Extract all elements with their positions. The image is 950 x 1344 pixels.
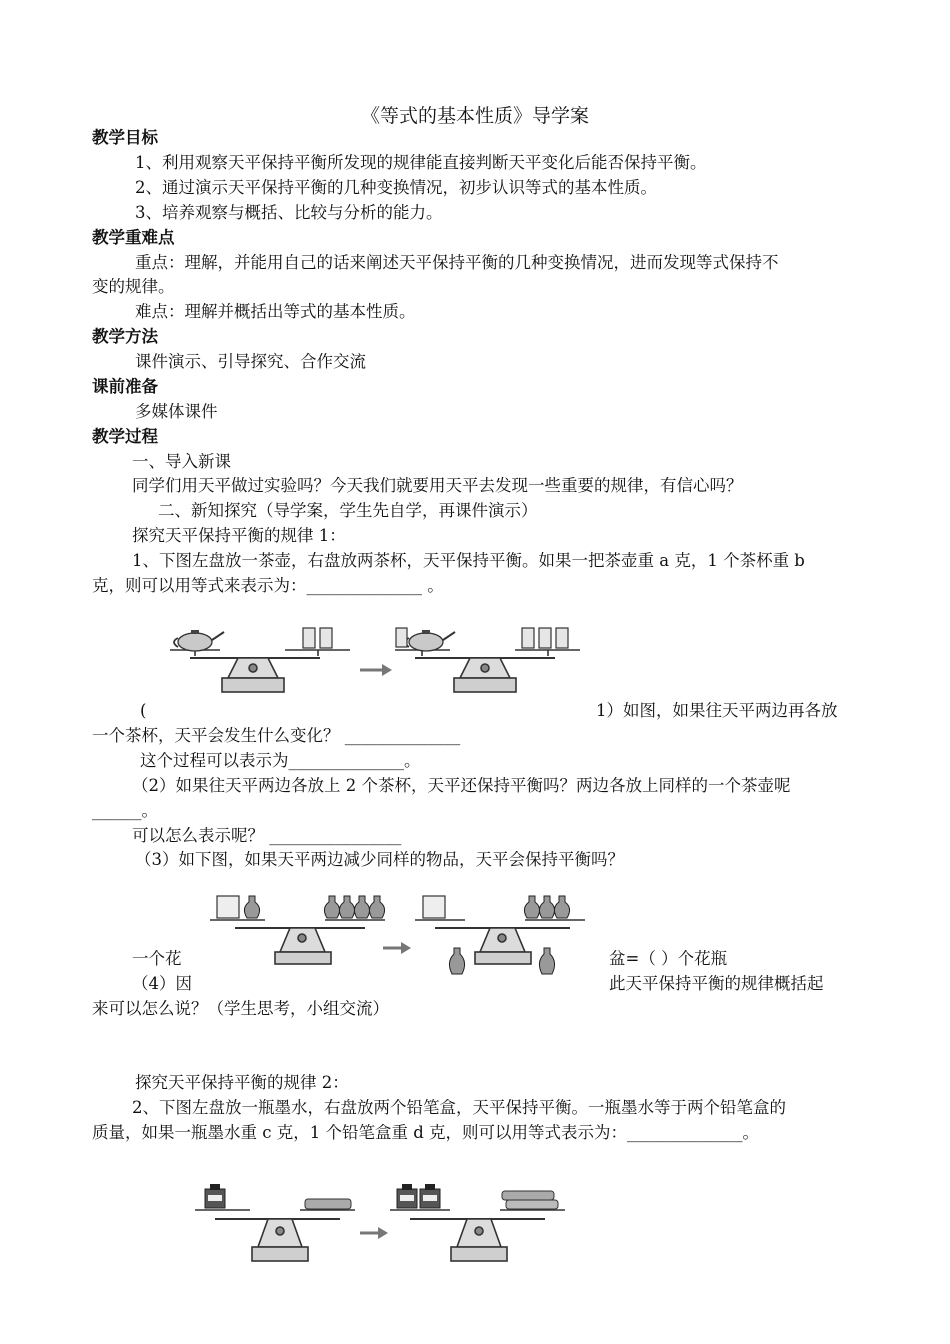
q1-1-line-2: 一个茶杯，天平会发生什么变化？ ______________ — [92, 726, 461, 745]
q1-2-line-1: （2）如果往天平两边各放上 2 个茶杯，天平还保持平衡吗？两边各放上同样的一个茶壶呢 — [132, 776, 791, 795]
balance-scale-right — [415, 920, 585, 964]
intro-text: 同学们用天平做过实验吗？今天我们就要用天平去发现一些重要的规律，有信心吗？ — [132, 476, 743, 495]
q1-4-part-2: 此天平保持平衡的规律概括起 — [609, 974, 824, 993]
method-text: 课件演示、引导探究、合作交流 — [135, 352, 366, 371]
ink-bottle-icon — [205, 1184, 225, 1208]
intro-heading: 一、导入新课 — [132, 452, 231, 471]
rule-2-heading: 探究天平保持平衡的规律 2： — [135, 1073, 349, 1092]
balance-scale-right — [395, 650, 580, 692]
rule-1-heading: 探究天平保持平衡的规律 1： — [132, 526, 346, 545]
difficult-point: 难点：理解并概括出等式的基本性质。 — [135, 302, 416, 321]
heading-key-points: 教学重难点 — [92, 228, 175, 247]
key-point-line-1: 重点：理解，并能用自己的话来阐述天平保持平衡的几种变换情况，进而发现等式保持不 — [135, 253, 779, 272]
q1-line-2: 克，则可以用等式来表示为：______________ 。 — [92, 576, 444, 595]
vase-question-part-1: 一个花 — [132, 949, 182, 968]
q1-2-line-2: ______。 — [92, 801, 158, 820]
q1-1-line-1: 1）如图，如果往天平两边再各放 — [596, 701, 838, 720]
cup-icon — [522, 628, 568, 648]
q1-2-line-3: 可以怎么表示呢？ ________________ — [132, 826, 402, 845]
arrow-right-icon — [360, 664, 392, 676]
q2-line-1: 2、下图左盘放一瓶墨水，右盘放两个铅笔盒，天平保持平衡。一瓶墨水等于两个铅笔盒的 — [132, 1098, 786, 1117]
goal-1: 1、利用观察天平保持平衡所发现的规律能直接判断天平变化后能否保持平衡。 — [135, 153, 707, 172]
balance-figure-vases — [205, 880, 595, 980]
q1-4-line-2: 来可以怎么说？（学生思考，小组交流） — [92, 999, 389, 1018]
q2-line-2: 质量，如果一瓶墨水重 c 克，1 个铅笔盒重 d 克，则可以用等式表示为：______________。 — [92, 1123, 760, 1142]
arrow-right-icon — [383, 942, 411, 954]
heading-method: 教学方法 — [92, 327, 158, 346]
q1-4-part-1: （4）因 — [132, 974, 192, 993]
arrow-right-icon — [360, 1227, 388, 1239]
flowerpot-icon — [217, 896, 239, 918]
vase-question-part-2: 盆=（ ）个花瓶 — [609, 949, 728, 968]
heading-preparation: 课前准备 — [92, 377, 158, 396]
q1-3: （3）如下图，如果天平两边减少同样的物品，天平会保持平衡吗？ — [135, 850, 624, 869]
balance-scale-left — [170, 650, 350, 692]
balance-figure-teapot — [160, 612, 600, 702]
heading-process: 教学过程 — [92, 427, 158, 446]
key-point-line-2: 变的规律。 — [92, 277, 175, 296]
goal-3: 3、培养观察与概括、比较与分析的能力。 — [135, 203, 443, 222]
q1-line-1: 1、下图左盘放一茶壶，右盘放两茶杯，天平保持平衡。如果一把茶壶重 a 克，1 个茶杯重 b — [132, 551, 805, 570]
q1-1-open: ( — [140, 701, 147, 720]
balance-scale-right — [390, 1210, 565, 1261]
q1-1-line-3: 这个过程可以表示为______________。 — [140, 751, 421, 770]
teapot-icon — [396, 628, 455, 651]
pencil-box-icon — [305, 1199, 351, 1209]
balance-scale-left — [195, 1210, 355, 1261]
explore-heading: 二、新知探究（导学案，学生先自学，再课件演示） — [158, 501, 538, 520]
ink-bottle-icon — [397, 1184, 440, 1208]
goal-2: 2、通过演示天平保持平衡的几种变换情况，初步认识等式的基本性质。 — [135, 178, 657, 197]
vase-icon — [244, 896, 384, 918]
pencil-box-icon — [502, 1191, 558, 1209]
teapot-icon — [174, 630, 224, 651]
balance-figure-ink — [190, 1175, 570, 1270]
flowerpot-icon — [423, 896, 445, 918]
cup-icon — [303, 628, 332, 648]
balance-scale-left — [210, 920, 385, 964]
preparation-text: 多媒体课件 — [135, 402, 218, 421]
heading-teaching-goals: 教学目标 — [92, 128, 158, 147]
page-title: 《等式的基本性质》导学案 — [360, 105, 589, 127]
